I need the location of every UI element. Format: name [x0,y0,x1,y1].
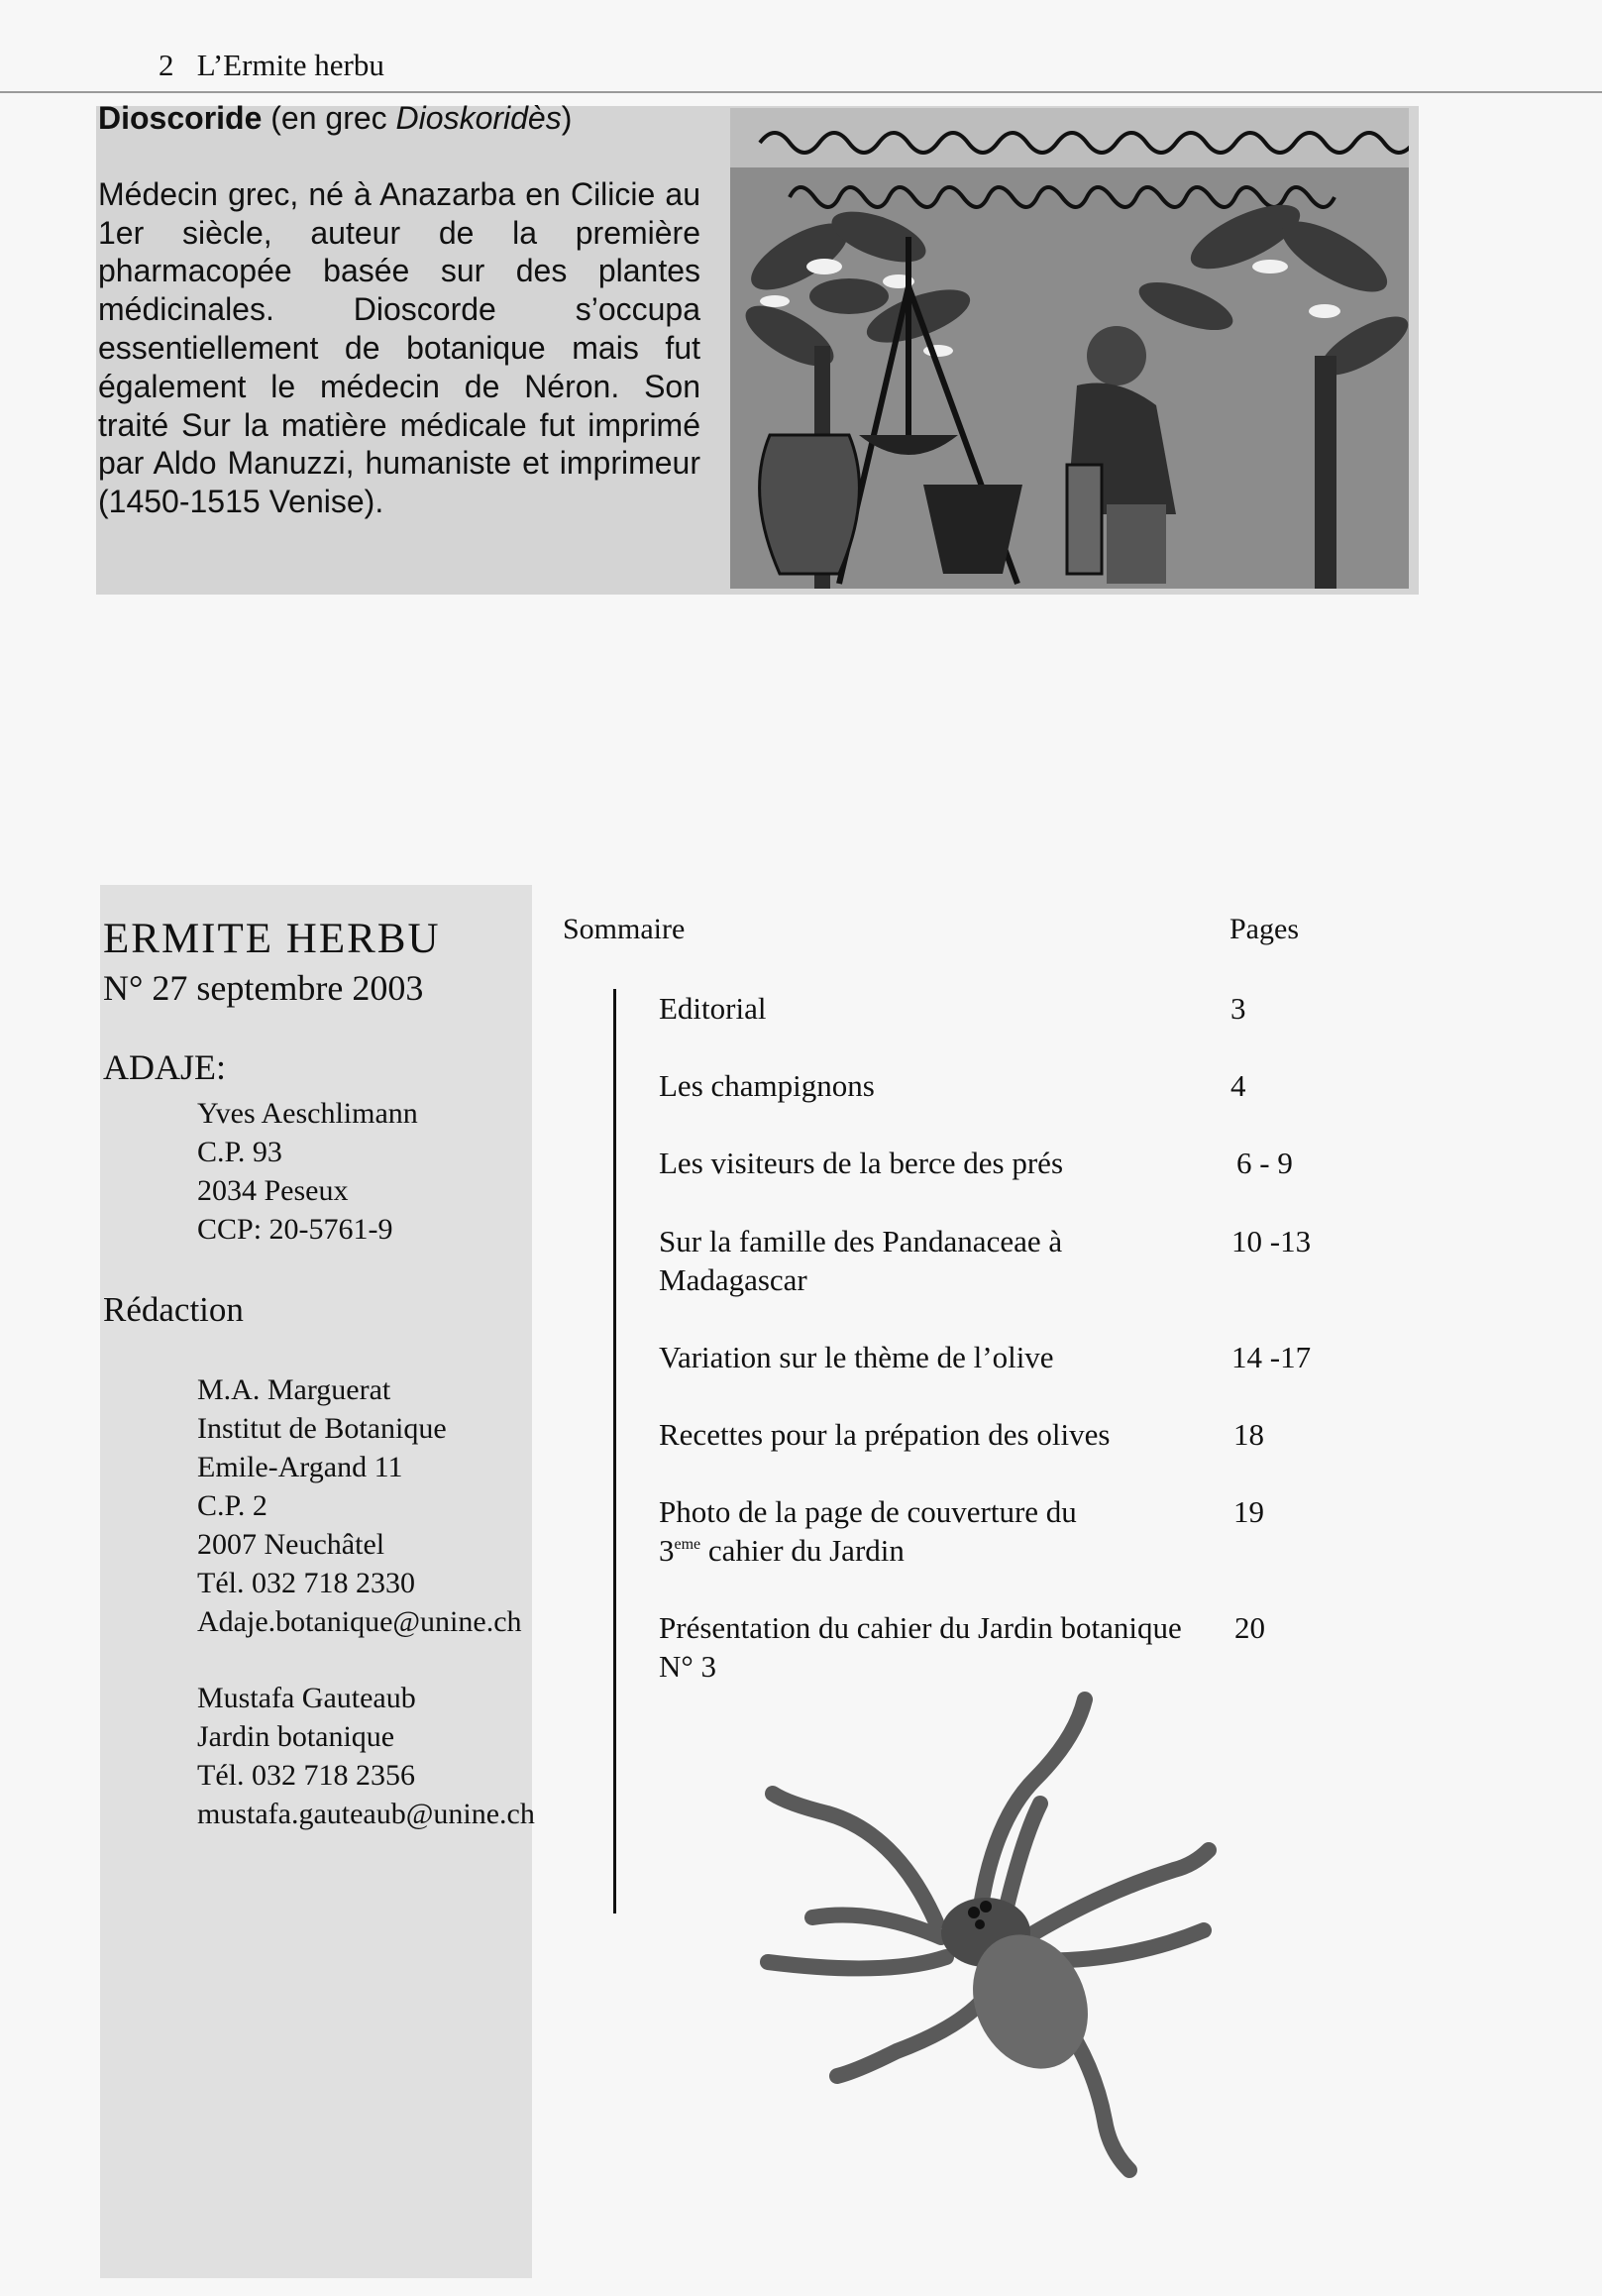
toc-item-title [659,1608,1243,1686]
page-number: 2 [159,48,174,82]
dioscoride-text [98,99,700,521]
running-title: L’Ermite herbu [196,48,384,82]
address-line: C.P. 2 [197,1489,267,1522]
sommaire-divider [613,989,616,1913]
dioscoride-title-rest: (en grec [262,100,396,136]
running-header [159,48,384,83]
dioscoride-title: Dioscoride [98,100,263,136]
toc-item-page: 4 [1230,1068,1246,1103]
address-line: Yves Aeschlimann [197,1097,418,1130]
dioscoride-body: Médecin grec, né à Anazarba en Cilicie au 1er siècle, auteur de la première pharmacopée basée sur des plantes médicinales. Dioscorde s’occupa essentiellement de botanique mais fut également le médecin de Néron. Son traité Sur la matière médicale fut imprimé par Aldo Manuzzi, humaniste et imprimeur (1450-1515 Venise). [98,175,700,520]
header-divider [0,91,1602,93]
address-line: C.P. 93 [197,1136,282,1168]
pages-heading: Pages [1229,913,1299,945]
spider-illustration [748,1685,1323,2190]
toc-item-page: 14 -17 [1231,1340,1312,1374]
toc-item-title: Les visiteurs de la berce des prés [659,1146,1064,1180]
toc-item-page: 10 -13 [1231,1224,1312,1258]
adaje-label: ADAJE: [103,1047,226,1087]
ordinal-suffix: eme [674,1536,701,1553]
manuscript-illustration [730,108,1409,589]
dioscoride-greek-name: Dioskoridès [395,100,562,136]
address-line: CCP: 20-5761-9 [197,1213,393,1246]
address-line: Jardin botanique [197,1720,395,1753]
toc-title-line: Madagascar [659,1262,807,1297]
email-line: Adaje.botanique@unine.ch [197,1605,522,1638]
toc-item-page: 3 [1230,991,1246,1026]
toc-item-title: Recettes pour la prépation des olives [659,1417,1111,1452]
issue-line: N° 27 septembre 2003 [103,968,424,1008]
toc-title-line: N° 3 [659,1649,717,1684]
dioscoride-title-close: ) [561,100,573,136]
address-line: Tél. 032 718 2356 [197,1759,415,1792]
contact-address [197,1679,535,1833]
redaction-label: Rédaction [103,1290,244,1329]
address-line: Mustafa Gauteaub [197,1682,416,1714]
toc-title-rest: cahier du Jardin [700,1533,905,1568]
toc-item-title: Editorial [659,991,767,1026]
toc-title-line [659,1531,1233,1570]
toc-item-title: Variation sur le thème de l’olive [659,1340,1054,1374]
email-line: mustafa.gauteaub@unine.ch [197,1798,535,1830]
toc-item-page: 6 - 9 [1236,1146,1293,1180]
toc-item-title: Les champignons [659,1068,875,1103]
toc-title-line: Sur la famille des Pandanaceae à [659,1224,1063,1258]
toc-title-line: Présentation du cahier du Jardin botanique [659,1610,1182,1645]
address-line: Emile-Argand 11 [197,1451,403,1483]
toc-item-page: 19 [1233,1494,1264,1529]
toc-item-page: 20 [1234,1610,1265,1645]
magazine-title: ERMITE HERBU [103,916,441,962]
toc-title-line: Photo de la page de couverture du [659,1494,1077,1529]
address-line: 2007 Neuchâtel [197,1528,385,1561]
dioscoride-heading [98,99,700,138]
adaje-address [197,1094,418,1249]
toc-item-page: 18 [1233,1417,1264,1452]
address-line: 2034 Peseux [197,1174,349,1207]
redaction-address [197,1370,522,1641]
address-line: Tél. 032 718 2330 [197,1567,415,1599]
toc-item-title [659,1492,1233,1570]
ordinal-number: 3 [659,1533,675,1568]
toc-item-title [659,1222,1233,1299]
address-line: Institut de Botanique [197,1412,447,1445]
address-line: M.A. Marguerat [197,1373,391,1406]
sommaire-heading: Sommaire [563,913,686,945]
